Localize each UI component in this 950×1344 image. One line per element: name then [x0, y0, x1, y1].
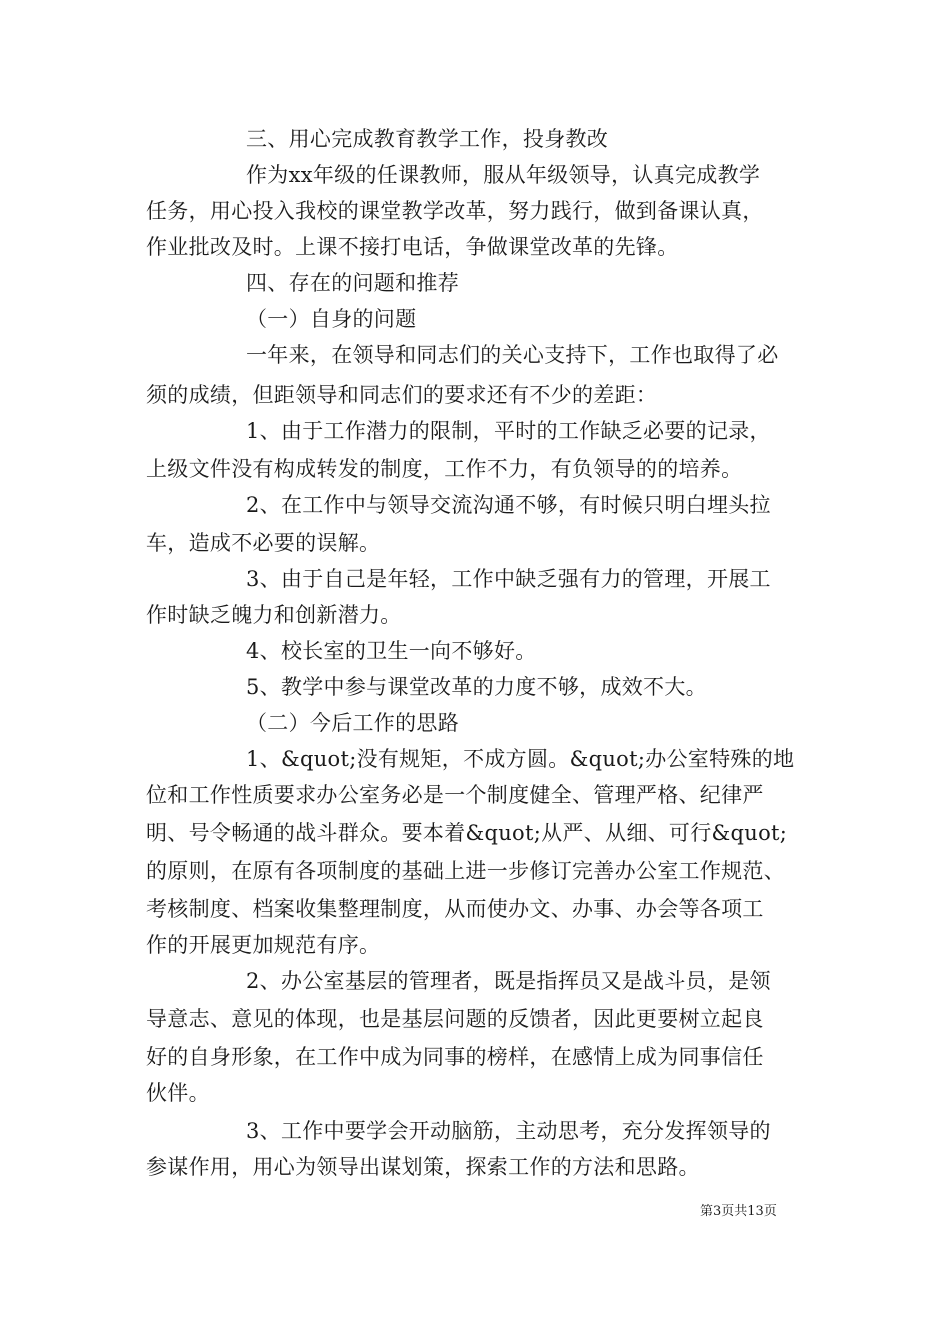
list-item-line: 3、由于自己是年轻，工作中缺乏强有力的管理，开展工	[246, 567, 771, 591]
list-item-line: 3、工作中要学会开动脑筋，主动思考，充分发挥领导的	[246, 1119, 771, 1143]
list-item-line: 1、&quot;没有规矩，不成方圆。&quot;办公室特殊的地	[246, 747, 795, 771]
list-item-line: 5、教学中参与课堂改革的力度不够，成效不大。	[246, 675, 707, 699]
list-item-line: 导意志、意见的体现，也是基层问题的反馈者，因此更要树立起良	[146, 1007, 764, 1031]
list-item-line: 作的开展更加规范有序。	[146, 933, 381, 957]
list-item-line: 1、由于工作潜力的限制，平时的工作缺乏必要的记录，	[246, 419, 771, 443]
paragraph-line: 任务，用心投入我校的课堂教学改革，努力践行，做到备课认真，	[146, 199, 764, 223]
paragraph-line: 作业批改及时。上课不接打电话，争做课堂改革的先锋。	[146, 235, 679, 259]
list-item-line: 明、号令畅通的战斗群众。要本着&quot;从严、从细、可行&quot;	[146, 821, 788, 845]
paragraph-line: 一年来，在领导和同志们的关心支持下，工作也取得了必	[246, 343, 779, 367]
subsection-heading-2: （二）今后工作的思路	[246, 711, 459, 735]
list-item-line: 伙伴。	[146, 1081, 210, 1105]
list-item-line: 上级文件没有构成转发的制度，工作不力，有负领导的的培养。	[146, 457, 743, 481]
list-item-line: 作时缺乏魄力和创新潜力。	[146, 603, 402, 627]
subsection-heading-1: （一）自身的问题	[246, 307, 417, 331]
list-item-line: 考核制度、档案收集整理制度，从而使办文、办事、办会等各项工	[146, 897, 764, 921]
page-number-footer: 第3页共13页	[700, 1204, 777, 1219]
section-heading-3: 三、用心完成教育教学工作，投身教改	[246, 127, 609, 151]
paragraph-line: 须的成绩，但距领导和同志们的要求还有不少的差距：	[146, 383, 658, 407]
list-item-line: 2、在工作中与领导交流沟通不够，有时候只明白埋头拉	[246, 493, 771, 517]
list-item-line: 好的自身形象，在工作中成为同事的榜样，在感情上成为同事信任	[146, 1045, 764, 1069]
paragraph-line: 作为xx年级的任课教师，服从年级领导，认真完成教学	[246, 163, 761, 187]
list-item-line: 参谋作用，用心为领导出谋划策，探索工作的方法和思路。	[146, 1155, 700, 1179]
list-item-line: 的原则，在原有各项制度的基础上进一步修订完善办公室工作规范、	[146, 859, 785, 883]
list-item-line: 4、校长室的卫生一向不够好。	[246, 639, 537, 663]
list-item-line: 2、办公室基层的管理者，既是指挥员又是战斗员，是领	[246, 969, 771, 993]
section-heading-4: 四、存在的问题和推荐	[246, 271, 459, 295]
list-item-line: 车，造成不必要的误解。	[146, 531, 381, 555]
list-item-line: 位和工作性质要求办公室务必是一个制度健全、管理严格、纪律严	[146, 783, 764, 807]
